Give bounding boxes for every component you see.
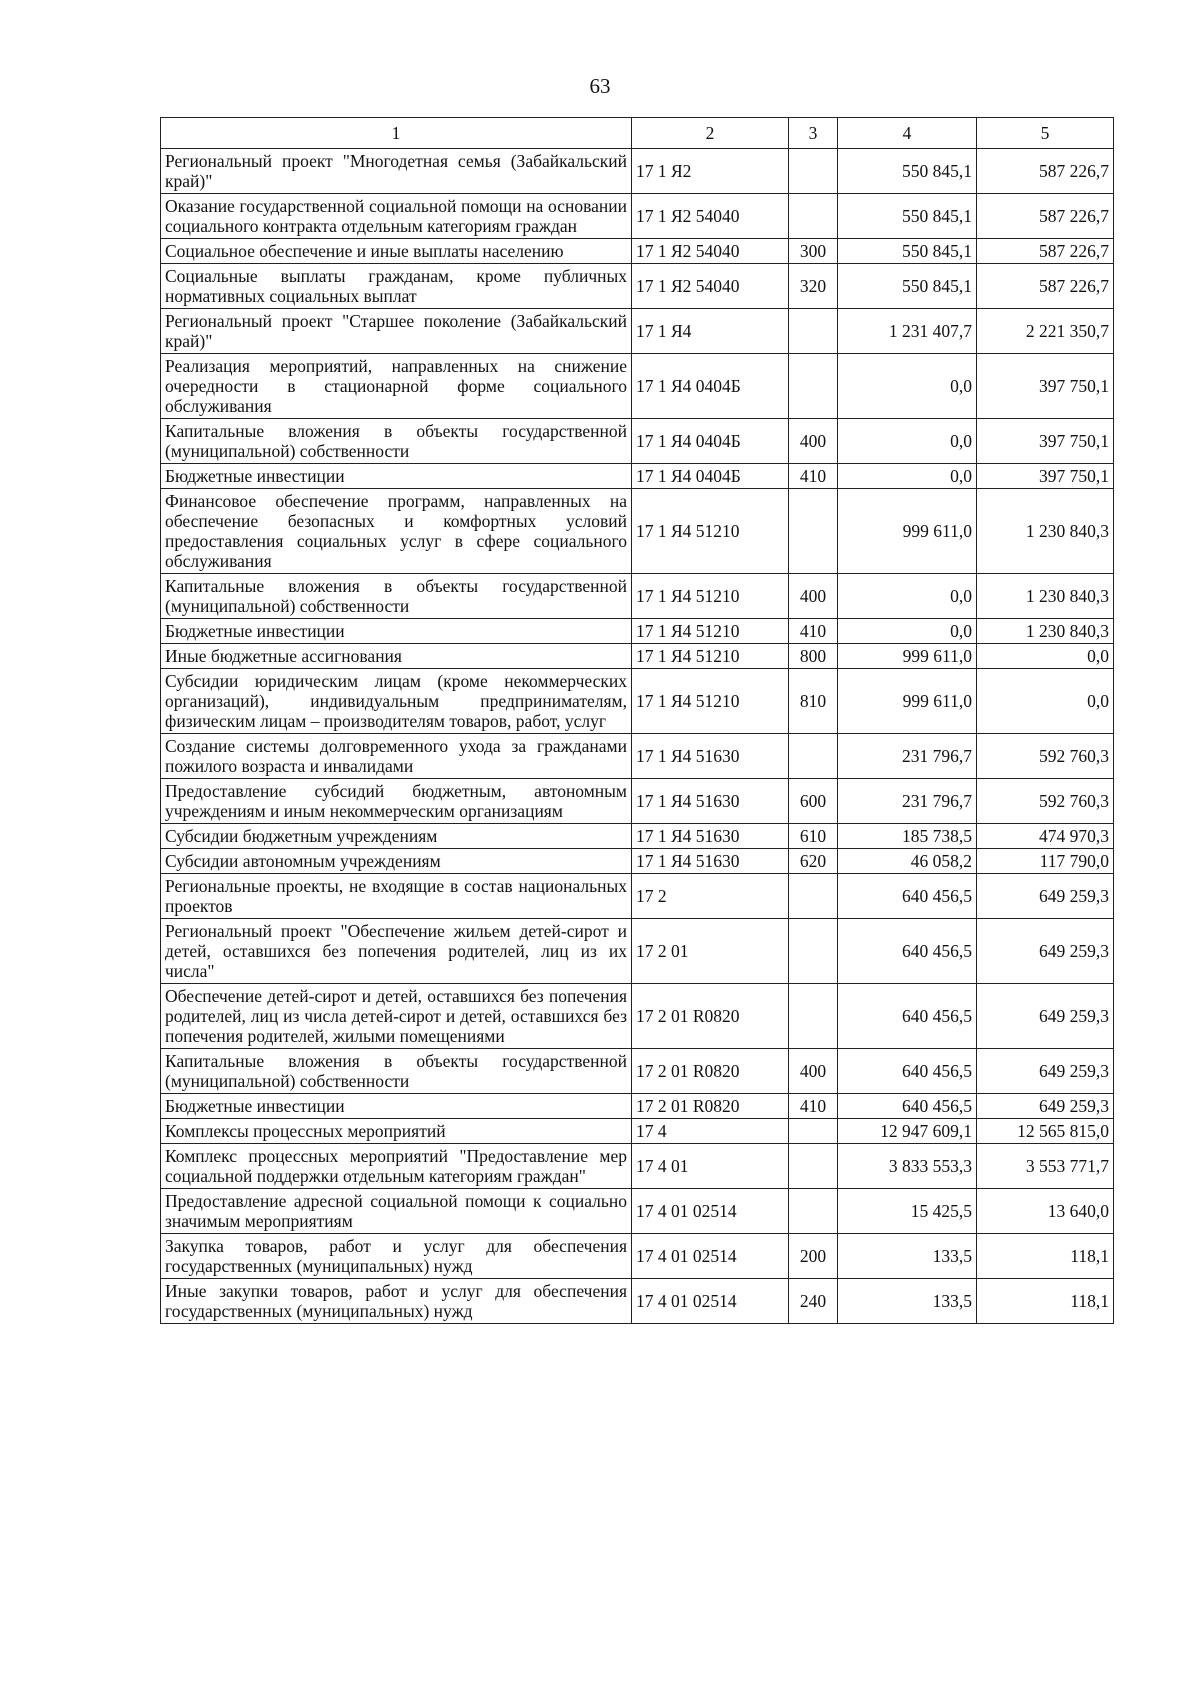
row-amount-2-cell: 397 750,1 <box>977 464 1114 489</box>
row-expense-type-cell: 320 <box>789 264 838 309</box>
row-amount-1-cell: 12 947 609,1 <box>838 1119 977 1144</box>
table-row <box>161 619 1114 644</box>
row-name-cell: Региональный проект "Старшее поколение (Забайкальский край)" <box>161 309 632 354</box>
row-amount-1-cell: 133,5 <box>838 1279 977 1324</box>
row-code-cell: 17 1 Я4 0404Б <box>632 419 789 464</box>
row-amount-2-cell: 117 790,0 <box>977 849 1114 874</box>
row-expense-type-cell <box>789 984 838 1049</box>
row-name-cell: Предоставление субсидий бюджетным, автономным учреждениям и иным некоммерческим организациям <box>161 779 632 824</box>
row-code-cell: 17 1 Я2 54040 <box>632 239 789 264</box>
row-code-cell: 17 1 Я4 51630 <box>632 734 789 779</box>
row-expense-type-cell <box>789 1119 838 1144</box>
row-amount-1-cell: 231 796,7 <box>838 779 977 824</box>
table-row <box>161 734 1114 779</box>
row-name-cell: Капитальные вложения в объекты государственной (муниципальной) собственности <box>161 419 632 464</box>
row-code-cell: 17 2 01 <box>632 919 789 984</box>
header-col-4: 4 <box>838 118 977 149</box>
header-row <box>161 118 1114 149</box>
row-code-cell: 17 1 Я4 51630 <box>632 849 789 874</box>
row-amount-2-cell: 649 259,3 <box>977 919 1114 984</box>
row-amount-2-cell: 587 226,7 <box>977 264 1114 309</box>
table-row <box>161 1234 1114 1279</box>
row-amount-2-cell: 0,0 <box>977 644 1114 669</box>
row-name-cell: Капитальные вложения в объекты государственной (муниципальной) собственности <box>161 1049 632 1094</box>
row-amount-2-cell: 1 230 840,3 <box>977 619 1114 644</box>
row-amount-1-cell: 0,0 <box>838 574 977 619</box>
row-name-cell: Региональный проект "Многодетная семья (Забайкальский край)" <box>161 149 632 194</box>
row-code-cell: 17 1 Я4 51630 <box>632 824 789 849</box>
table-row <box>161 779 1114 824</box>
row-amount-2-cell: 397 750,1 <box>977 419 1114 464</box>
row-code-cell: 17 1 Я4 0404Б <box>632 354 789 419</box>
row-expense-type-cell: 300 <box>789 239 838 264</box>
row-name-cell: Предоставление адресной социальной помощи к социально значимым мероприятиям <box>161 1189 632 1234</box>
table-row <box>161 309 1114 354</box>
row-code-cell: 17 1 Я4 51210 <box>632 574 789 619</box>
row-amount-2-cell: 649 259,3 <box>977 1094 1114 1119</box>
row-amount-1-cell: 999 611,0 <box>838 489 977 574</box>
row-name-cell: Капитальные вложения в объекты государственной (муниципальной) собственности <box>161 574 632 619</box>
row-expense-type-cell <box>789 874 838 919</box>
row-amount-1-cell: 3 833 553,3 <box>838 1144 977 1189</box>
row-code-cell: 17 4 01 02514 <box>632 1279 789 1324</box>
row-code-cell: 17 4 01 <box>632 1144 789 1189</box>
row-amount-2-cell: 118,1 <box>977 1234 1114 1279</box>
row-code-cell: 17 4 <box>632 1119 789 1144</box>
row-code-cell: 17 1 Я4 0404Б <box>632 464 789 489</box>
row-amount-2-cell: 12 565 815,0 <box>977 1119 1114 1144</box>
row-expense-type-cell: 800 <box>789 644 838 669</box>
row-code-cell: 17 2 01 R0820 <box>632 1094 789 1119</box>
table-row <box>161 1279 1114 1324</box>
row-amount-2-cell: 592 760,3 <box>977 779 1114 824</box>
row-amount-1-cell: 550 845,1 <box>838 194 977 239</box>
row-amount-2-cell: 474 970,3 <box>977 824 1114 849</box>
row-name-cell: Обеспечение детей-сирот и детей, оставшихся без попечения родителей, лиц из числа детей-сирот и детей, оставшихся без попечения родителей, жилыми помещениями <box>161 984 632 1049</box>
row-expense-type-cell <box>789 489 838 574</box>
row-amount-2-cell: 118,1 <box>977 1279 1114 1324</box>
row-amount-2-cell: 649 259,3 <box>977 984 1114 1049</box>
row-expense-type-cell: 410 <box>789 619 838 644</box>
row-name-cell: Субсидии автономным учреждениям <box>161 849 632 874</box>
row-amount-2-cell: 587 226,7 <box>977 194 1114 239</box>
row-code-cell: 17 2 01 R0820 <box>632 1049 789 1094</box>
row-amount-1-cell: 640 456,5 <box>838 1094 977 1119</box>
row-name-cell: Иные бюджетные ассигнования <box>161 644 632 669</box>
table-row <box>161 849 1114 874</box>
row-name-cell: Комплексы процессных мероприятий <box>161 1119 632 1144</box>
table-row <box>161 354 1114 419</box>
row-amount-1-cell: 0,0 <box>838 354 977 419</box>
row-amount-2-cell: 587 226,7 <box>977 149 1114 194</box>
header-col-2: 2 <box>632 118 789 149</box>
row-expense-type-cell <box>789 734 838 779</box>
row-code-cell: 17 2 <box>632 874 789 919</box>
row-expense-type-cell: 400 <box>789 574 838 619</box>
row-name-cell: Социальное обеспечение и иные выплаты населению <box>161 239 632 264</box>
table-row <box>161 874 1114 919</box>
row-name-cell: Создание системы долговременного ухода за гражданами пожилого возраста и инвалидами <box>161 734 632 779</box>
row-name-cell: Иные закупки товаров, работ и услуг для обеспечения государственных (муниципальных) нужд <box>161 1279 632 1324</box>
table-row <box>161 1119 1114 1144</box>
row-amount-2-cell: 1 230 840,3 <box>977 489 1114 574</box>
row-expense-type-cell <box>789 354 838 419</box>
row-amount-1-cell: 46 058,2 <box>838 849 977 874</box>
row-code-cell: 17 2 01 R0820 <box>632 984 789 1049</box>
table-row <box>161 264 1114 309</box>
header-col-3: 3 <box>789 118 838 149</box>
row-amount-1-cell: 550 845,1 <box>838 239 977 264</box>
row-expense-type-cell: 810 <box>789 669 838 734</box>
row-expense-type-cell: 410 <box>789 1094 838 1119</box>
row-code-cell: 17 1 Я4 51210 <box>632 489 789 574</box>
table-row <box>161 1189 1114 1234</box>
row-amount-1-cell: 550 845,1 <box>838 149 977 194</box>
header-col-1: 1 <box>161 118 632 149</box>
row-name-cell: Бюджетные инвестиции <box>161 1094 632 1119</box>
row-expense-type-cell: 400 <box>789 1049 838 1094</box>
table-row <box>161 824 1114 849</box>
row-code-cell: 17 4 01 02514 <box>632 1234 789 1279</box>
table-row <box>161 239 1114 264</box>
row-name-cell: Бюджетные инвестиции <box>161 619 632 644</box>
row-code-cell: 17 1 Я4 <box>632 309 789 354</box>
row-amount-2-cell: 3 553 771,7 <box>977 1144 1114 1189</box>
row-expense-type-cell: 410 <box>789 464 838 489</box>
row-amount-1-cell: 640 456,5 <box>838 984 977 1049</box>
row-expense-type-cell: 240 <box>789 1279 838 1324</box>
row-amount-1-cell: 999 611,0 <box>838 669 977 734</box>
row-name-cell: Социальные выплаты гражданам, кроме публичных нормативных социальных выплат <box>161 264 632 309</box>
row-expense-type-cell: 620 <box>789 849 838 874</box>
row-code-cell: 17 1 Я2 54040 <box>632 264 789 309</box>
row-name-cell: Региональные проекты, не входящие в состав национальных проектов <box>161 874 632 919</box>
row-expense-type-cell <box>789 919 838 984</box>
page-number: 63 <box>589 74 611 98</box>
row-amount-1-cell: 640 456,5 <box>838 874 977 919</box>
table-row <box>161 149 1114 194</box>
table-row <box>161 194 1114 239</box>
row-amount-1-cell: 133,5 <box>838 1234 977 1279</box>
table-row <box>161 489 1114 574</box>
row-amount-2-cell: 397 750,1 <box>977 354 1114 419</box>
table-header <box>161 118 1114 149</box>
row-expense-type-cell: 600 <box>789 779 838 824</box>
row-amount-2-cell: 649 259,3 <box>977 874 1114 919</box>
row-expense-type-cell <box>789 309 838 354</box>
row-code-cell: 17 1 Я4 51210 <box>632 619 789 644</box>
row-amount-2-cell: 592 760,3 <box>977 734 1114 779</box>
row-expense-type-cell: 610 <box>789 824 838 849</box>
table-row <box>161 1144 1114 1189</box>
row-amount-1-cell: 0,0 <box>838 419 977 464</box>
row-amount-1-cell: 0,0 <box>838 619 977 644</box>
table-row <box>161 669 1114 734</box>
row-name-cell: Реализация мероприятий, направленных на снижение очередности в стационарной форме социального обслуживания <box>161 354 632 419</box>
row-amount-1-cell: 1 231 407,7 <box>838 309 977 354</box>
table-row <box>161 644 1114 669</box>
row-amount-1-cell: 0,0 <box>838 464 977 489</box>
row-amount-2-cell: 13 640,0 <box>977 1189 1114 1234</box>
row-expense-type-cell: 200 <box>789 1234 838 1279</box>
row-amount-2-cell: 587 226,7 <box>977 239 1114 264</box>
row-code-cell: 17 1 Я2 <box>632 149 789 194</box>
row-amount-1-cell: 185 738,5 <box>838 824 977 849</box>
row-code-cell: 17 4 01 02514 <box>632 1189 789 1234</box>
table-row <box>161 984 1114 1049</box>
row-name-cell: Комплекс процессных мероприятий "Предоставление мер социальной поддержки отдельным категориям граждан" <box>161 1144 632 1189</box>
row-amount-1-cell: 640 456,5 <box>838 1049 977 1094</box>
row-name-cell: Финансовое обеспечение программ, направленных на обеспечение безопасных и комфортных условий предоставления социальных услуг в сфере социального обслуживания <box>161 489 632 574</box>
table-row <box>161 419 1114 464</box>
table-row <box>161 919 1114 984</box>
row-code-cell: 17 1 Я4 51210 <box>632 644 789 669</box>
row-amount-1-cell: 550 845,1 <box>838 264 977 309</box>
table-body <box>161 149 1114 1324</box>
table-row <box>161 464 1114 489</box>
row-expense-type-cell <box>789 1189 838 1234</box>
row-expense-type-cell: 400 <box>789 419 838 464</box>
row-amount-2-cell: 649 259,3 <box>977 1049 1114 1094</box>
row-code-cell: 17 1 Я4 51630 <box>632 779 789 824</box>
row-amount-2-cell: 2 221 350,7 <box>977 309 1114 354</box>
table-row <box>161 1049 1114 1094</box>
header-col-5: 5 <box>977 118 1114 149</box>
row-amount-1-cell: 640 456,5 <box>838 919 977 984</box>
row-code-cell: 17 1 Я2 54040 <box>632 194 789 239</box>
row-code-cell: 17 1 Я4 51210 <box>632 669 789 734</box>
row-expense-type-cell <box>789 149 838 194</box>
row-expense-type-cell <box>789 1144 838 1189</box>
row-expense-type-cell <box>789 194 838 239</box>
row-amount-1-cell: 15 425,5 <box>838 1189 977 1234</box>
row-name-cell: Оказание государственной социальной помощи на основании социального контракта отдельным категориям граждан <box>161 194 632 239</box>
row-name-cell: Региональный проект "Обеспечение жильем детей-сирот и детей, оставшихся без попечения родителей, лиц из их числа" <box>161 919 632 984</box>
table-row <box>161 574 1114 619</box>
row-amount-1-cell: 231 796,7 <box>838 734 977 779</box>
budget-table <box>160 117 1114 1324</box>
row-name-cell: Субсидии бюджетным учреждениям <box>161 824 632 849</box>
row-name-cell: Субсидии юридическим лицам (кроме некоммерческих организаций), индивидуальным предпринимателям, физическим лицам – производителям товаров, работ, услуг <box>161 669 632 734</box>
row-amount-1-cell: 999 611,0 <box>838 644 977 669</box>
row-amount-2-cell: 1 230 840,3 <box>977 574 1114 619</box>
row-name-cell: Бюджетные инвестиции <box>161 464 632 489</box>
row-amount-2-cell: 0,0 <box>977 669 1114 734</box>
table-row <box>161 1094 1114 1119</box>
row-name-cell: Закупка товаров, работ и услуг для обеспечения государственных (муниципальных) нужд <box>161 1234 632 1279</box>
